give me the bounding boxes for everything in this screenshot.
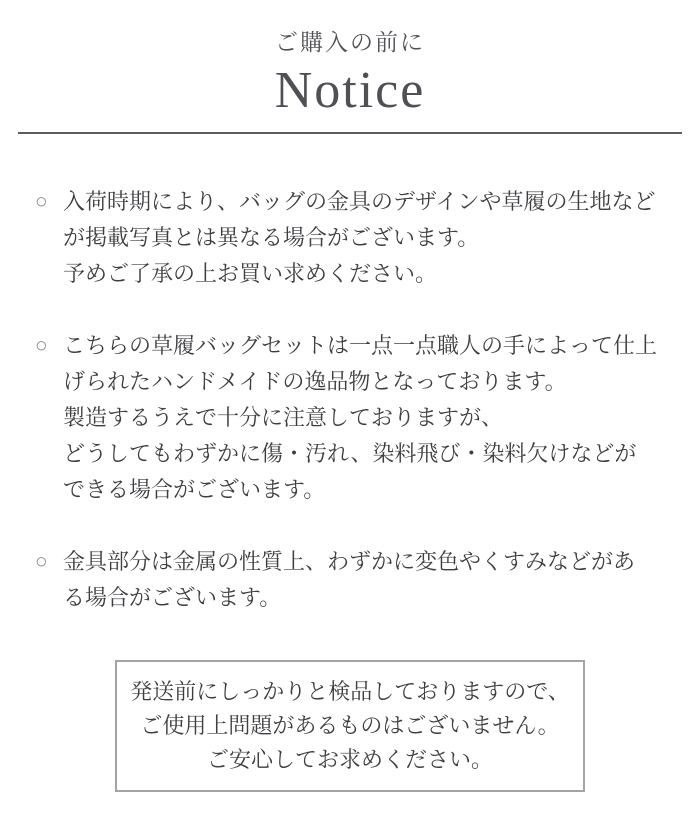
notice-text (63, 544, 682, 616)
notice-line: げられたハンドメイドの逸品物となっております。 (63, 369, 567, 394)
circle-bullet-icon: ○ (35, 334, 48, 357)
notice-line: 金具部分は金属の性質上、わずかに変色やくすみなどがあ (63, 549, 636, 574)
notice-line: どうしてもわずかに傷・汚れ、染料飛び・染料欠けなどが (63, 441, 637, 466)
notice-item-metal-parts (35, 544, 682, 616)
notice-line: 製造するうえで十分に注意しておりますが、 (63, 405, 504, 430)
footer-box-line: 発送前にしっかりと検品しておりますので、 (130, 679, 570, 704)
page-title: Notice (274, 62, 426, 119)
footer-box-line: ご安心してお求めください。 (206, 747, 493, 772)
notice-list (0, 134, 700, 616)
notice-text (63, 184, 682, 292)
page-header (0, 0, 700, 120)
footer-box-line: ご使用上問題があるものはございません。 (140, 713, 560, 738)
page-subtitle: ご購入の前に (275, 30, 425, 55)
circle-bullet-icon: ○ (35, 550, 48, 573)
notice-item-stock-variation (35, 184, 682, 292)
circle-bullet-icon: ○ (35, 190, 48, 213)
notice-line: が掲載写真とは異なる場合がございます。 (63, 225, 480, 250)
notice-item-handmade (35, 328, 682, 508)
notice-line: こちらの草履バッグセットは一点一点職人の手によって仕上 (63, 333, 658, 358)
notice-line: 入荷時期により、バッグの金具のデザインや草履の生地など (63, 189, 656, 214)
notice-line: る場合がございます。 (63, 585, 282, 610)
notice-text (63, 328, 682, 508)
notice-line: できる場合がございます。 (63, 477, 326, 502)
inspection-assurance-box (115, 660, 585, 792)
notice-line: 予めご了承の上お買い求めください。 (63, 261, 438, 286)
